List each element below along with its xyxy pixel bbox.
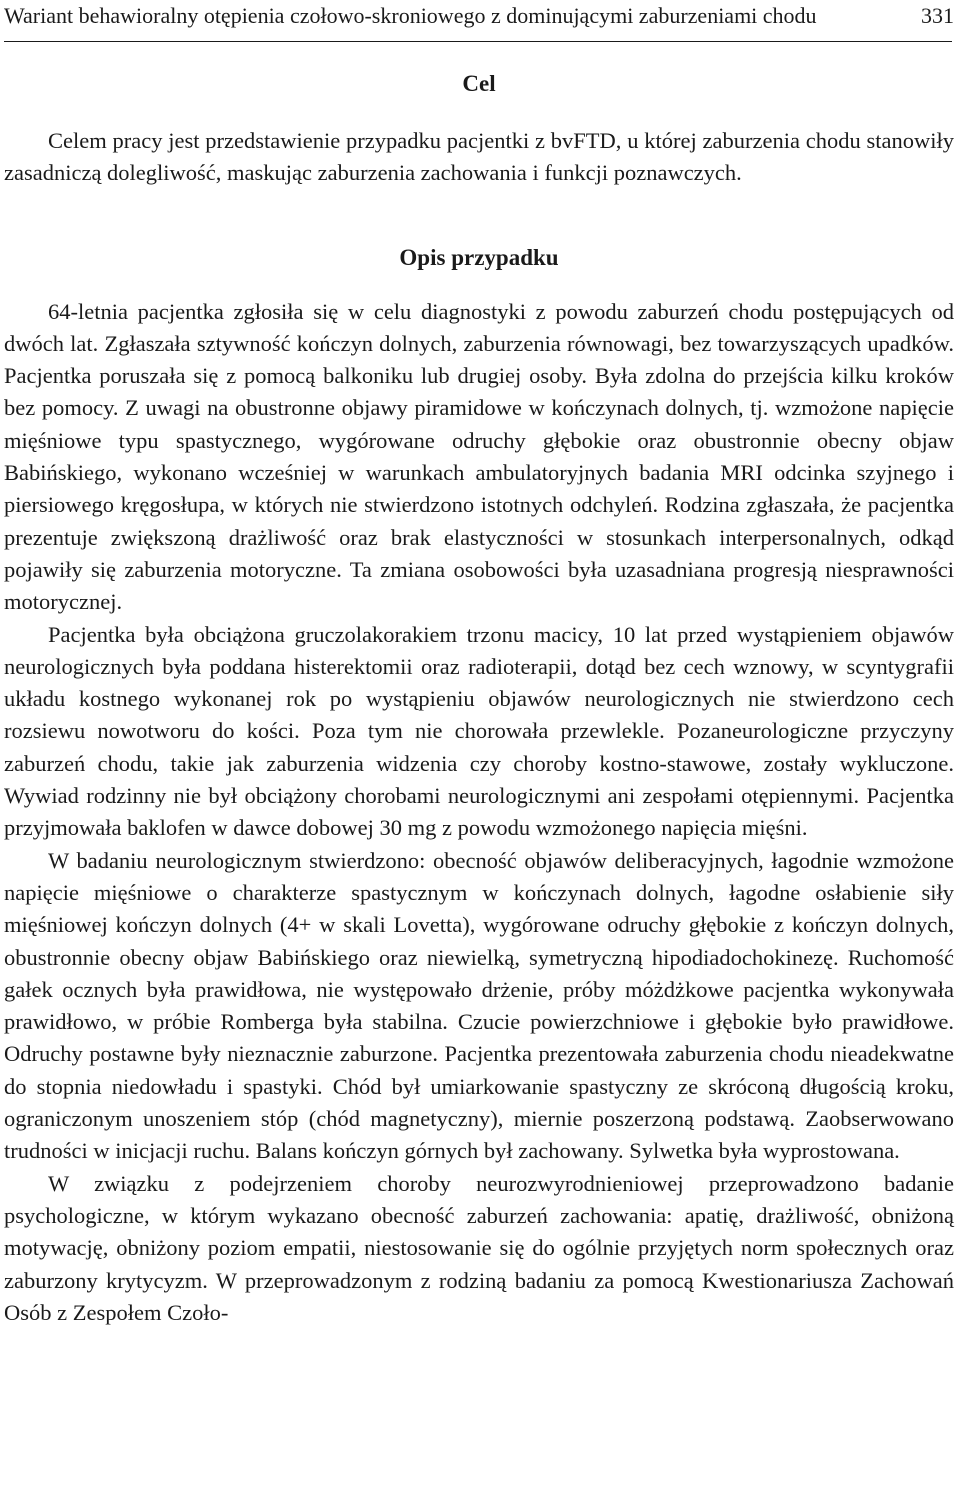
paragraph: Pacjentka była obciążona gruczolakorakiem trzonu macicy, 10 lat przed wystąpieniem objawów neurologicznych była poddana histerektomii oraz radioterapii, dotąd bez cech wznowy, w scyntygrafii układu kostnego wykonanej rok po wystąpieniu objawów neurologicznych nie stwierdzono cech rozsiewu nowotworu do kości. Poza tym nie chorowała przewlekle. Pozaneurologiczne przyczyny zaburzeń chodu, takie jak zaburzenia widzenia czy choroby kostno-stawowe, zostały wykluczone. Wywiad rodzinny nie był obciążony chorobami neurologicznymi ani zespołami otępiennymi. Pacjentka przyjmowała baklofen w dawce dobowej 30 mg z powodu wzmożonego napięcia mięśni. xyxy=(4,621,954,841)
page-number: 331 xyxy=(921,3,954,28)
paragraph: Celem pracy jest przedstawienie przypadku pacjentki z bvFTD, u której zaburzenia chodu stanowiły zasadniczą dolegliwość, maskując zaburzenia zachowania i funkcji poznawczych. xyxy=(4,128,954,186)
section-heading: Cel xyxy=(462,71,496,96)
running-head xyxy=(4,0,954,36)
header-rule xyxy=(4,41,952,42)
paragraph: W związku z podejrzeniem choroby neurozwyrodnieniowej przeprowadzono badanie psychologiczne, w którym wykazano obecność zaburzeń zachowania: apatię, drażliwość, obniżoną motywację, obniżony poziom empatii, niestosowanie się do ogólnie przyjętych norm społecznych oraz zaburzony krytycyzm. W przeprowadzonym z rodziną badaniu za pomocą Kwestionariusza Zachowań Osób z Zespołem Czoło- xyxy=(4,1170,954,1325)
paragraph: W badaniu neurologicznym stwierdzono: obecność objawów deliberacyjnych, łagodnie wzmożone napięcie mięśniowe o charakterze spastycznym w kończynach dolnych, łagodne osłabienie siły mięśniowej kończyn dolnych (4+ w skali Lovetta), wygórowane odruchy głębokie z kończyn dolnych, obustronnie obecny objaw Babińskiego oraz niewielką, symetryczną hipodiadochokinezę. Ruchomość gałek ocznych była prawidłowa, nie występowało drżenie, próby móżdżkowe pacjentka wykonywała prawidłowo, w próbie Romberga była stabilna. Czucie powierzchniowe i głębokie było prawidłowe. Odruchy postawne były nieznacznie zaburzone. Pacjentka prezentowała zaburzenia chodu nieadekwatne do stopnia niedowładu i spastyki. Chód był umiarkowanie spastyczny ze skróconą długością kroku, ograniczonym unoszeniem stóp (chód magnetyczny), miernie poszerzoną podstawą. Zaobserwowano trudności w inicjacji ruchu. Balans kończyn górnych był zachowany. Sylwetka była wyprostowana. xyxy=(4,847,954,1164)
section-opis-przypadku xyxy=(4,242,954,1330)
paragraph: 64-letnia pacjentka zgłosiła się w celu diagnostyki z powodu zaburzeń chodu postępujących od dwóch lat. Zgłaszała sztywność kończyn dolnych, zaburzenia równowagi, bez towarzyszących upadków. Pacjentka poruszała się z pomocą balkoniku lub drugiej osoby. Była zdolna do przejścia kilku kroków bez pomocy. Z uwagi na obustronne objawy piramidowe w kończynach dolnych, tj. wzmożone napięcie mięśniowe typu spastycznego, wygórowane odruchy głębokie oraz obustronnie obecny objaw Babińskiego, wykonano wcześniej w warunkach ambulatoryjnych badania MRI odcinka szyjnego i piersiowego kręgosłupa, w których nie stwierdzono istotnych odchyleń. Rodzina zgłaszała, że pacjentka prezentuje zwiększoną drażliwość oraz brak elastyczności w stosunkach interpersonalnych, odkąd pojawiły się zaburzenia motoryczne. Ta zmiana osobowości była uzasadniana progresją niesprawności motorycznej. xyxy=(4,298,954,615)
running-title: Wariant behawioralny otępienia czołowo-skroniowego z dominującymi zaburzeniami chodu xyxy=(4,3,817,28)
article-body xyxy=(4,68,954,1329)
section-cel xyxy=(4,68,954,190)
section-heading: Opis przypadku xyxy=(399,244,559,270)
